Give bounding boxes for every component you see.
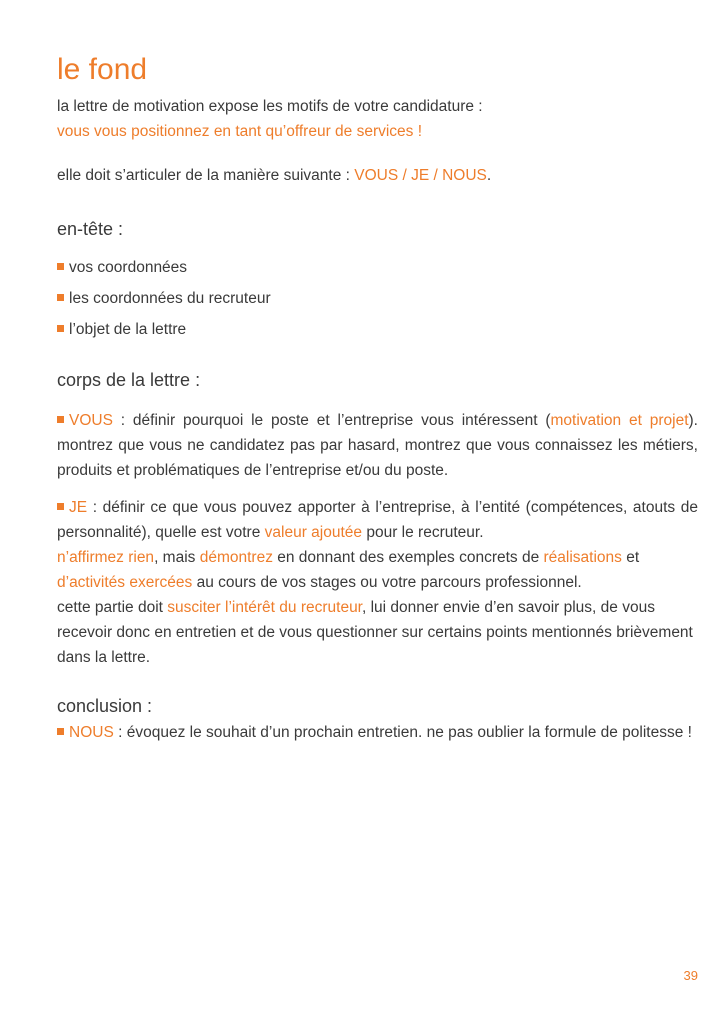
intro-line-3-end: . <box>486 167 492 184</box>
square-bullet-icon <box>57 263 64 270</box>
page-title: le fond <box>57 53 148 86</box>
intro-structure-highlight: VOUS / JE / NOUS <box>354 167 487 184</box>
corps-affirmez-paragraph: n’affirmez rien, mais démontrez en donnant des exemples concrets de réalisations et d’activités exercées au cours de vos stages ou votre parcours professionnel. <box>57 549 640 591</box>
square-bullet-icon <box>57 325 64 332</box>
conclusion-heading: conclusion : <box>57 696 153 716</box>
list-item: vos coordonnées <box>57 255 698 280</box>
list-item: les coordonnées du recruteur <box>57 286 698 311</box>
page-number: 39 <box>683 968 698 983</box>
corps-je-paragraph: JE : définir ce que vous pouvez apporter à l’entreprise, à l’entité (compétences, atouts de personnalité), quelle est votre valeur ajoutée pour le recruteur. <box>57 499 698 541</box>
entete-heading: en-tête : <box>57 219 124 239</box>
entete-list <box>57 255 698 342</box>
intro-line-3-text: elle doit s’articuler de la manière suivante : <box>57 167 355 184</box>
square-bullet-icon <box>57 294 64 301</box>
corps-vous-paragraph: VOUS : définir pourquoi le poste et l’entreprise vous intéressent (motivation et projet). montrez que vous ne candidatez pas par hasard, montrez que vous connaissez les métiers, produits et problématiques de l’entreprise et/ou du poste. <box>57 412 698 479</box>
corps-partie-paragraph: cette partie doit susciter l’intérêt du recruteur, lui donner envie d’en savoir plus, de vous recevoir donc en entretien et de vous questionner sur certains points mentionnés brièvement dans la lettre. <box>57 599 693 666</box>
square-bullet-icon <box>57 416 64 423</box>
conclusion-paragraph: NOUS : évoquez le souhait d’un prochain entretien. ne pas oublier la formule de politesse ! <box>57 720 698 745</box>
intro-line-1: la lettre de motivation expose les motifs de votre candidature : <box>57 98 483 115</box>
document-page <box>57 52 698 745</box>
square-bullet-icon <box>57 728 64 735</box>
square-bullet-icon <box>57 503 64 510</box>
corps-heading: corps de la lettre : <box>57 370 201 390</box>
intro-line-3 <box>57 163 698 188</box>
intro-line-2: vous vous positionnez en tant qu’offreur de services ! <box>57 123 423 140</box>
list-item: l’objet de la lettre <box>57 317 698 342</box>
